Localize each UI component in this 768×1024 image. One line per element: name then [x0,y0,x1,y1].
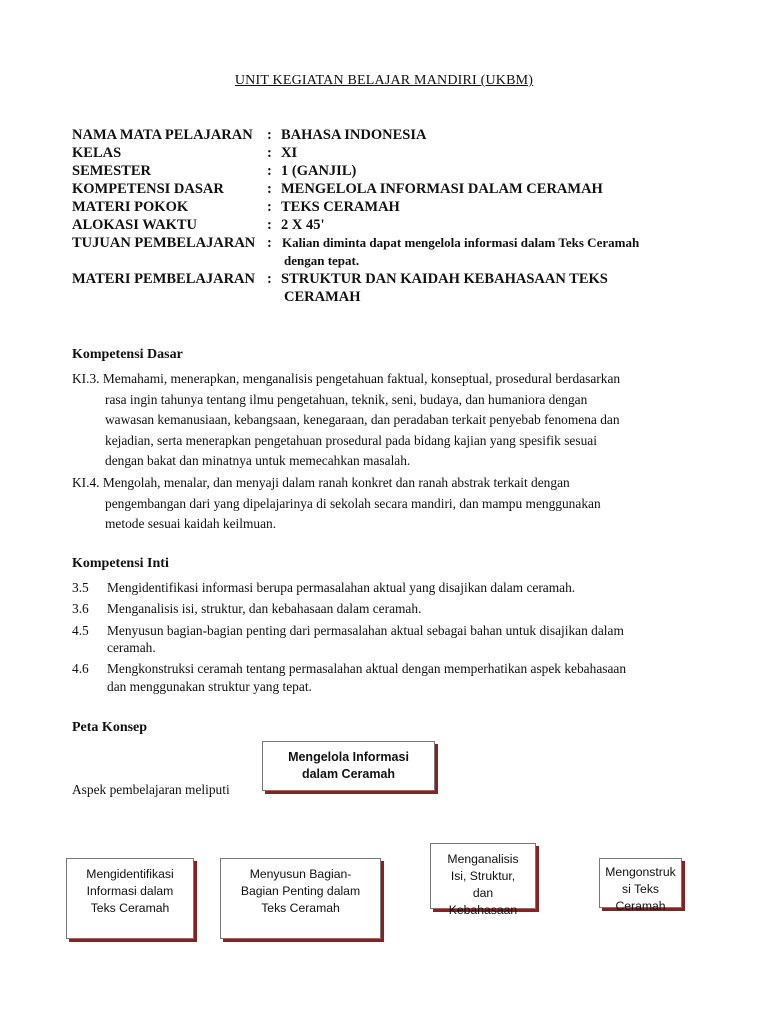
list-item-text: Mengkonstruksi ceramah tentang permasalahan aktual dengan memperhatikan aspek kebahasaan [107,661,627,676]
list-item-text: Mengidentifikasi informasi berupa permasalahan aktual yang disajikan dalam ceramah. [107,580,576,595]
paragraph-line: dengan bakat dan minatnya untuk memecahkan masalah. [105,453,411,468]
info-row-materi-pembelajaran [72,270,712,306]
heading-kompetensi-dasar: Kompetensi Dasar [72,347,183,362]
info-colon: : [267,217,272,233]
peta-konsep-caption: Aspek pembelajaran meliputi [72,782,230,797]
info-row-kompetensi-dasar [72,180,712,198]
list-item-number: 3.5 [72,580,89,595]
info-row-tujuan-pembelajaran [72,234,712,270]
kompetensi-inti-list [72,578,702,696]
info-value: Kalian diminta dapat mengelola informasi dalam Teks Ceramah [282,235,640,250]
concept-box-line: Kebahasaan [448,903,518,917]
info-colon: : [267,199,272,215]
concept-box-line: Menganalisis [447,852,519,866]
info-label: SEMESTER [72,163,151,179]
list-item [72,622,702,656]
list-item-number: 4.6 [72,661,89,676]
info-value: TEKS CERAMAH [281,199,400,215]
info-colon: : [267,163,272,179]
info-row-mata-pelajaran [72,126,712,144]
paragraph-line: pengembangan dari yang dipelajarinya di sekolah secara mandiri, dan mampu menggunakan [105,495,601,511]
info-value: 1 (GANJIL) [281,163,357,179]
info-label: NAMA MATA PELAJARAN [72,127,253,143]
concept-box-line: Menyusun Bagian- [249,867,352,881]
concept-box-menyusun [220,858,381,939]
concept-box-line: Ceramah [615,899,666,913]
info-row-kelas [72,144,712,162]
paragraph-line: KI.3. Memahami, menerapkan, menganalisis pengetahuan faktual, konseptual, prosedural berdasarkan [72,371,621,386]
info-label: TUJUAN PEMBELAJARAN [72,235,256,251]
list-item-number: 3.6 [72,601,89,616]
list-item-text: ceramah. [107,640,156,655]
info-value: STRUKTUR DAN KAIDAH KEBAHASAAN TEKS [281,271,608,287]
concept-box-line: Informasi dalam [86,884,174,898]
concept-box-line: Teks Ceramah [261,901,340,915]
info-value-continued: dengan tepat. [284,253,360,268]
list-item-number: 4.5 [72,623,89,638]
info-label: KELAS [72,145,122,161]
concept-box-line: dalam Ceramah [301,767,396,781]
paragraph-line: rasa ingin tahunya tentang ilmu pengetahuan, teknik, seni, budaya, dan humaniora dengan [105,391,588,407]
list-item [72,578,702,597]
ki3-paragraph [72,369,702,472]
concept-box-main [262,741,435,791]
list-item-text: Menganalisis isi, struktur, dan kebahasaan dalam ceramah. [107,601,422,616]
ki4-paragraph [72,473,702,535]
info-row-materi-pokok [72,198,712,216]
info-colon: : [267,271,272,287]
heading-kompetensi-inti: Kompetensi Inti [72,556,169,571]
info-label: ALOKASI WAKTU [72,217,198,233]
concept-box-mengidentifikasi [66,858,194,939]
list-item-text: Menyusun bagian-bagian penting dari permasalahan aktual sebagai bahan untuk disajikan dalam [107,623,624,638]
info-label: MATERI POKOK [72,199,189,215]
info-value: BAHASA INDONESIA [281,127,427,143]
info-colon: : [267,181,272,197]
list-item [72,660,702,696]
page-title: UNIT KEGIATAN BELAJAR MANDIRI (UKBM) [234,73,534,88]
info-table [72,126,712,306]
paragraph-line: kejadian, serta menerapkan pengetahuan prosedural pada bidang kajian yang spesifik sesuai [105,432,597,448]
info-colon: : [267,235,272,251]
info-row-alokasi-waktu [72,216,712,234]
concept-box-line: dan [472,886,494,900]
info-value-continued: CERAMAH [284,289,361,305]
info-colon: : [267,127,272,143]
concept-box-line: Mengonstruk [605,865,676,879]
info-value: 2 X 45' [281,217,325,233]
paragraph-line: KI.4. Mengolah, menalar, dan menyaji dalam ranah konkret dan ranah abstrak terkait dengan [72,475,570,490]
info-value: MENGELOLA INFORMASI DALAM CERAMAH [281,181,603,197]
info-row-semester [72,162,712,180]
concept-box-line: Teks Ceramah [90,901,170,915]
list-item [72,599,702,618]
paragraph-line: metode sesuai kaidah keilmuan. [105,516,277,531]
concept-box-line: Bagian Penting dalam [240,884,361,898]
paragraph-line: wawasan kemanusiaan, kebangsaan, kenegaraan, dan peradaban terkait penyebab fenomena dan [105,412,620,427]
concept-box-line: Mengidentifikasi [86,867,174,881]
concept-box-line: si Teks [621,882,660,896]
concept-box-menganalisis [430,843,536,917]
info-label: KOMPETENSI DASAR [72,181,224,197]
list-item-text: dan menggunakan struktur yang tepat. [107,679,312,694]
concept-box-line: Mengelola Informasi [288,750,409,764]
info-colon: : [267,145,272,161]
info-value: XI [281,145,298,161]
heading-peta-konsep: Peta Konsep [72,720,148,735]
info-label: MATERI PEMBELAJARAN [72,271,255,287]
concept-box-line: Isi, Struktur, [450,869,516,883]
concept-box-mengonstruksi [599,858,682,913]
